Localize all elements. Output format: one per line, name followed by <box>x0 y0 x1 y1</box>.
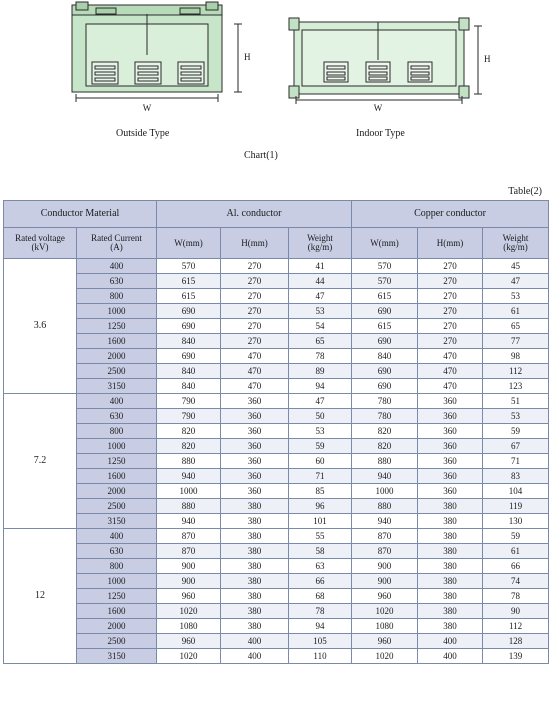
chart-caption: Chart(1) <box>244 150 278 161</box>
al-weight-cell: 60 <box>289 454 352 469</box>
al-width-cell: 880 <box>157 454 221 469</box>
rated-current-cell: 2500 <box>77 634 157 649</box>
rated-voltage-cell: 12 <box>4 529 77 664</box>
cu-width-cell: 880 <box>352 454 418 469</box>
rated-current-cell: 1250 <box>77 319 157 334</box>
rated-current-cell: 630 <box>77 544 157 559</box>
al-width-cell: 940 <box>157 469 221 484</box>
rated-current-line1: Rated Current <box>91 233 142 243</box>
table-row <box>4 634 549 649</box>
cu-height-cell: 470 <box>418 379 483 394</box>
cu-weight-cell: 53 <box>483 409 549 424</box>
cu-width-cell: 570 <box>352 274 418 289</box>
cu-weight-cell: 112 <box>483 619 549 634</box>
cu-width-cell: 960 <box>352 634 418 649</box>
rated-current-cell: 1600 <box>77 469 157 484</box>
al-height-cell: 360 <box>221 484 289 499</box>
busduct-spec-table <box>3 200 549 664</box>
al-weight-cell: 63 <box>289 559 352 574</box>
cu-height-cell: 360 <box>418 424 483 439</box>
cu-height-cell: 360 <box>418 454 483 469</box>
al-width-cell: 690 <box>157 319 221 334</box>
cu-height-cell: 270 <box>418 319 483 334</box>
copper-conductor-header: Copper conductor <box>352 201 549 228</box>
al-width-cell: 1020 <box>157 604 221 619</box>
cu-height-cell: 270 <box>418 334 483 349</box>
rated-current-cell: 2000 <box>77 349 157 364</box>
cu-width-cell: 570 <box>352 259 418 274</box>
al-weight-cell: 78 <box>289 349 352 364</box>
rated-current-cell: 3150 <box>77 379 157 394</box>
al-height-cell: 400 <box>221 634 289 649</box>
cu-width-cell: 690 <box>352 379 418 394</box>
rated-voltage-cell: 3.6 <box>4 259 77 394</box>
rated-current-cell: 2000 <box>77 619 157 634</box>
al-height-cell: 360 <box>221 409 289 424</box>
al-height-cell: 270 <box>221 289 289 304</box>
al-weight-cell: 105 <box>289 634 352 649</box>
cu-width-cell: 1020 <box>352 604 418 619</box>
table-row <box>4 574 549 589</box>
al-height-cell: 270 <box>221 319 289 334</box>
al-width-cell: 900 <box>157 559 221 574</box>
al-height-cell: 270 <box>221 274 289 289</box>
cu-weight-cell: 112 <box>483 364 549 379</box>
rated-current-cell: 630 <box>77 409 157 424</box>
cu-weight-cell: 78 <box>483 589 549 604</box>
table-row <box>4 544 549 559</box>
rated-current-cell: 800 <box>77 424 157 439</box>
rated-current-cell: 1000 <box>77 574 157 589</box>
table-row <box>4 469 549 484</box>
cu-weight-cell: 67 <box>483 439 549 454</box>
cu-weight-cell: 83 <box>483 469 549 484</box>
al-width-cell: 1080 <box>157 619 221 634</box>
cu-weight-cell: 71 <box>483 454 549 469</box>
cu-height-cell: 380 <box>418 574 483 589</box>
cu-weight-cell: 53 <box>483 289 549 304</box>
al-weight-cell: 53 <box>289 424 352 439</box>
rated-current-cell: 1600 <box>77 334 157 349</box>
header-row-material <box>4 201 549 228</box>
al-weight-cell: 65 <box>289 334 352 349</box>
rated-voltage-cell: 7.2 <box>4 394 77 529</box>
al-width-cell: 840 <box>157 334 221 349</box>
cu-width-cell: 900 <box>352 559 418 574</box>
cu-height-cell: 380 <box>418 589 483 604</box>
cu-width-cell: 940 <box>352 469 418 484</box>
al-width-header: W(mm) <box>157 228 221 259</box>
al-width-cell: 790 <box>157 409 221 424</box>
table-row <box>4 529 549 544</box>
al-weight-cell: 58 <box>289 544 352 559</box>
al-height-cell: 360 <box>221 394 289 409</box>
rated-current-header <box>77 228 157 259</box>
al-width-cell: 960 <box>157 634 221 649</box>
al-weight-cell: 47 <box>289 394 352 409</box>
rated-current-cell: 1250 <box>77 454 157 469</box>
cu-height-cell: 270 <box>418 304 483 319</box>
al-weight-line1: Weight <box>307 233 333 243</box>
rated-current-cell: 3150 <box>77 649 157 664</box>
rated-current-cell: 1000 <box>77 439 157 454</box>
rated-current-cell: 1250 <box>77 589 157 604</box>
table-row <box>4 289 549 304</box>
rated-current-cell: 1600 <box>77 604 157 619</box>
al-weight-cell: 71 <box>289 469 352 484</box>
cu-width-cell: 1020 <box>352 649 418 664</box>
table-row <box>4 349 549 364</box>
cu-weight-cell: 45 <box>483 259 549 274</box>
al-width-cell: 870 <box>157 544 221 559</box>
cu-height-cell: 400 <box>418 649 483 664</box>
rated-voltage-header <box>4 228 77 259</box>
table-row <box>4 649 549 664</box>
al-width-cell: 615 <box>157 289 221 304</box>
rated-current-line2: (A) <box>110 242 123 252</box>
cu-weight-cell: 65 <box>483 319 549 334</box>
al-height-cell: 270 <box>221 259 289 274</box>
cu-weight-cell: 74 <box>483 574 549 589</box>
table-row <box>4 484 549 499</box>
indoor-type-drawing <box>289 18 482 104</box>
table-row <box>4 304 549 319</box>
table-row <box>4 514 549 529</box>
table-row <box>4 409 549 424</box>
al-height-cell: 270 <box>221 334 289 349</box>
cu-height-cell: 360 <box>418 394 483 409</box>
al-weight-cell: 85 <box>289 484 352 499</box>
cu-width-cell: 690 <box>352 334 418 349</box>
cu-weight-line1: Weight <box>502 233 529 243</box>
cu-weight-cell: 59 <box>483 424 549 439</box>
al-height-cell: 380 <box>221 529 289 544</box>
indoor-width-label: W <box>373 103 383 113</box>
rated-current-cell: 800 <box>77 559 157 574</box>
cu-weight-cell: 128 <box>483 634 549 649</box>
cu-weight-cell: 139 <box>483 649 549 664</box>
al-height-cell: 380 <box>221 544 289 559</box>
cu-weight-cell: 90 <box>483 604 549 619</box>
rated-current-cell: 630 <box>77 274 157 289</box>
al-height-cell: 380 <box>221 589 289 604</box>
cu-width-cell: 615 <box>352 319 418 334</box>
cu-width-cell: 1000 <box>352 484 418 499</box>
table-row <box>4 274 549 289</box>
header-row-columns <box>4 228 549 259</box>
al-height-cell: 380 <box>221 619 289 634</box>
cu-width-cell: 820 <box>352 424 418 439</box>
al-weight-cell: 41 <box>289 259 352 274</box>
table-row <box>4 394 549 409</box>
al-conductor-header: Al. conductor <box>157 201 352 228</box>
al-height-cell: 470 <box>221 364 289 379</box>
al-height-cell: 470 <box>221 379 289 394</box>
cu-weight-header <box>483 228 549 259</box>
rated-current-cell: 1000 <box>77 304 157 319</box>
al-height-header: H(mm) <box>221 228 289 259</box>
cu-height-cell: 380 <box>418 499 483 514</box>
spec-table-body <box>4 259 549 664</box>
al-weight-cell: 66 <box>289 574 352 589</box>
al-height-cell: 360 <box>221 424 289 439</box>
al-width-cell: 615 <box>157 274 221 289</box>
al-weight-cell: 96 <box>289 499 352 514</box>
rated-current-cell: 400 <box>77 529 157 544</box>
rated-current-cell: 400 <box>77 394 157 409</box>
table-row <box>4 379 549 394</box>
table-row <box>4 439 549 454</box>
busduct-cross-section-drawings <box>0 0 550 140</box>
al-height-cell: 380 <box>221 559 289 574</box>
indoor-type-caption: Indoor Type <box>356 128 405 139</box>
cu-width-cell: 1080 <box>352 619 418 634</box>
al-weight-cell: 53 <box>289 304 352 319</box>
table-row <box>4 424 549 439</box>
cu-width-cell: 690 <box>352 364 418 379</box>
cu-height-cell: 360 <box>418 439 483 454</box>
rated-voltage-line1: Rated voltage <box>15 233 65 243</box>
al-height-cell: 270 <box>221 304 289 319</box>
al-height-cell: 360 <box>221 439 289 454</box>
cu-weight-cell: 61 <box>483 544 549 559</box>
outside-width-label: W <box>142 103 152 113</box>
cu-weight-cell: 130 <box>483 514 549 529</box>
cu-height-cell: 380 <box>418 514 483 529</box>
cu-width-cell: 870 <box>352 529 418 544</box>
outside-type-caption: Outside Type <box>116 128 170 139</box>
cu-height-cell: 470 <box>418 364 483 379</box>
cu-height-cell: 270 <box>418 289 483 304</box>
al-weight-cell: 94 <box>289 379 352 394</box>
cu-weight-cell: 59 <box>483 529 549 544</box>
al-width-cell: 820 <box>157 424 221 439</box>
cu-width-cell: 940 <box>352 514 418 529</box>
cu-height-cell: 380 <box>418 529 483 544</box>
cu-weight-cell: 51 <box>483 394 549 409</box>
cu-weight-cell: 98 <box>483 349 549 364</box>
al-width-cell: 790 <box>157 394 221 409</box>
cu-weight-cell: 123 <box>483 379 549 394</box>
al-weight-cell: 110 <box>289 649 352 664</box>
al-weight-cell: 78 <box>289 604 352 619</box>
cu-height-cell: 360 <box>418 484 483 499</box>
cu-weight-cell: 61 <box>483 304 549 319</box>
al-height-cell: 360 <box>221 454 289 469</box>
cu-weight-cell: 119 <box>483 499 549 514</box>
cu-height-cell: 360 <box>418 469 483 484</box>
table-row <box>4 589 549 604</box>
cu-width-cell: 820 <box>352 439 418 454</box>
al-width-cell: 840 <box>157 379 221 394</box>
al-width-cell: 940 <box>157 514 221 529</box>
cu-weight-cell: 66 <box>483 559 549 574</box>
rated-voltage-line2: (kV) <box>31 242 49 252</box>
cu-height-header: H(mm) <box>418 228 483 259</box>
al-weight-line2: (kg/m) <box>307 242 333 252</box>
al-width-cell: 900 <box>157 574 221 589</box>
table-row <box>4 454 549 469</box>
al-width-cell: 840 <box>157 364 221 379</box>
cu-width-cell: 615 <box>352 289 418 304</box>
al-width-cell: 1020 <box>157 649 221 664</box>
table-label: Table(2) <box>508 186 542 197</box>
cu-height-cell: 270 <box>418 274 483 289</box>
al-width-cell: 870 <box>157 529 221 544</box>
table-row <box>4 619 549 634</box>
rated-current-cell: 2500 <box>77 499 157 514</box>
table-row <box>4 259 549 274</box>
cu-weight-line2: (kg/m) <box>503 242 528 252</box>
al-width-cell: 820 <box>157 439 221 454</box>
table-row <box>4 319 549 334</box>
outside-height-label: H <box>244 52 251 62</box>
al-height-cell: 400 <box>221 649 289 664</box>
rated-current-cell: 2000 <box>77 484 157 499</box>
al-height-cell: 380 <box>221 574 289 589</box>
rated-current-cell: 3150 <box>77 514 157 529</box>
al-width-cell: 570 <box>157 259 221 274</box>
cu-weight-cell: 77 <box>483 334 549 349</box>
cu-height-cell: 360 <box>418 409 483 424</box>
cu-height-cell: 380 <box>418 544 483 559</box>
al-height-cell: 380 <box>221 604 289 619</box>
cu-width-cell: 780 <box>352 409 418 424</box>
al-weight-cell: 101 <box>289 514 352 529</box>
al-weight-cell: 47 <box>289 289 352 304</box>
al-height-cell: 360 <box>221 469 289 484</box>
al-width-cell: 690 <box>157 304 221 319</box>
cu-width-cell: 690 <box>352 304 418 319</box>
al-width-cell: 690 <box>157 349 221 364</box>
al-weight-cell: 54 <box>289 319 352 334</box>
al-weight-cell: 59 <box>289 439 352 454</box>
table-row <box>4 334 549 349</box>
al-weight-cell: 68 <box>289 589 352 604</box>
cu-height-cell: 380 <box>418 604 483 619</box>
al-weight-header <box>289 228 352 259</box>
cu-weight-cell: 47 <box>483 274 549 289</box>
al-weight-cell: 50 <box>289 409 352 424</box>
cu-width-header: W(mm) <box>352 228 418 259</box>
rated-current-cell: 400 <box>77 259 157 274</box>
cu-height-cell: 380 <box>418 619 483 634</box>
cu-height-cell: 380 <box>418 559 483 574</box>
al-height-cell: 380 <box>221 499 289 514</box>
rated-current-cell: 2500 <box>77 364 157 379</box>
cu-width-cell: 900 <box>352 574 418 589</box>
cu-width-cell: 870 <box>352 544 418 559</box>
al-height-cell: 470 <box>221 349 289 364</box>
cu-width-cell: 880 <box>352 499 418 514</box>
rated-current-cell: 800 <box>77 289 157 304</box>
al-weight-cell: 44 <box>289 274 352 289</box>
table-row <box>4 499 549 514</box>
cu-width-cell: 960 <box>352 589 418 604</box>
al-weight-cell: 55 <box>289 529 352 544</box>
al-weight-cell: 94 <box>289 619 352 634</box>
cu-width-cell: 780 <box>352 394 418 409</box>
al-height-cell: 380 <box>221 514 289 529</box>
cu-height-cell: 270 <box>418 259 483 274</box>
outside-type-drawing <box>72 2 242 102</box>
cu-height-cell: 470 <box>418 349 483 364</box>
al-width-cell: 1000 <box>157 484 221 499</box>
cu-width-cell: 840 <box>352 349 418 364</box>
table-row <box>4 559 549 574</box>
al-weight-cell: 89 <box>289 364 352 379</box>
table-row <box>4 604 549 619</box>
indoor-height-label: H <box>484 54 491 64</box>
cu-weight-cell: 104 <box>483 484 549 499</box>
al-width-cell: 880 <box>157 499 221 514</box>
al-width-cell: 960 <box>157 589 221 604</box>
conductor-material-header: Conductor Material <box>4 201 157 228</box>
cu-height-cell: 400 <box>418 634 483 649</box>
table-row <box>4 364 549 379</box>
